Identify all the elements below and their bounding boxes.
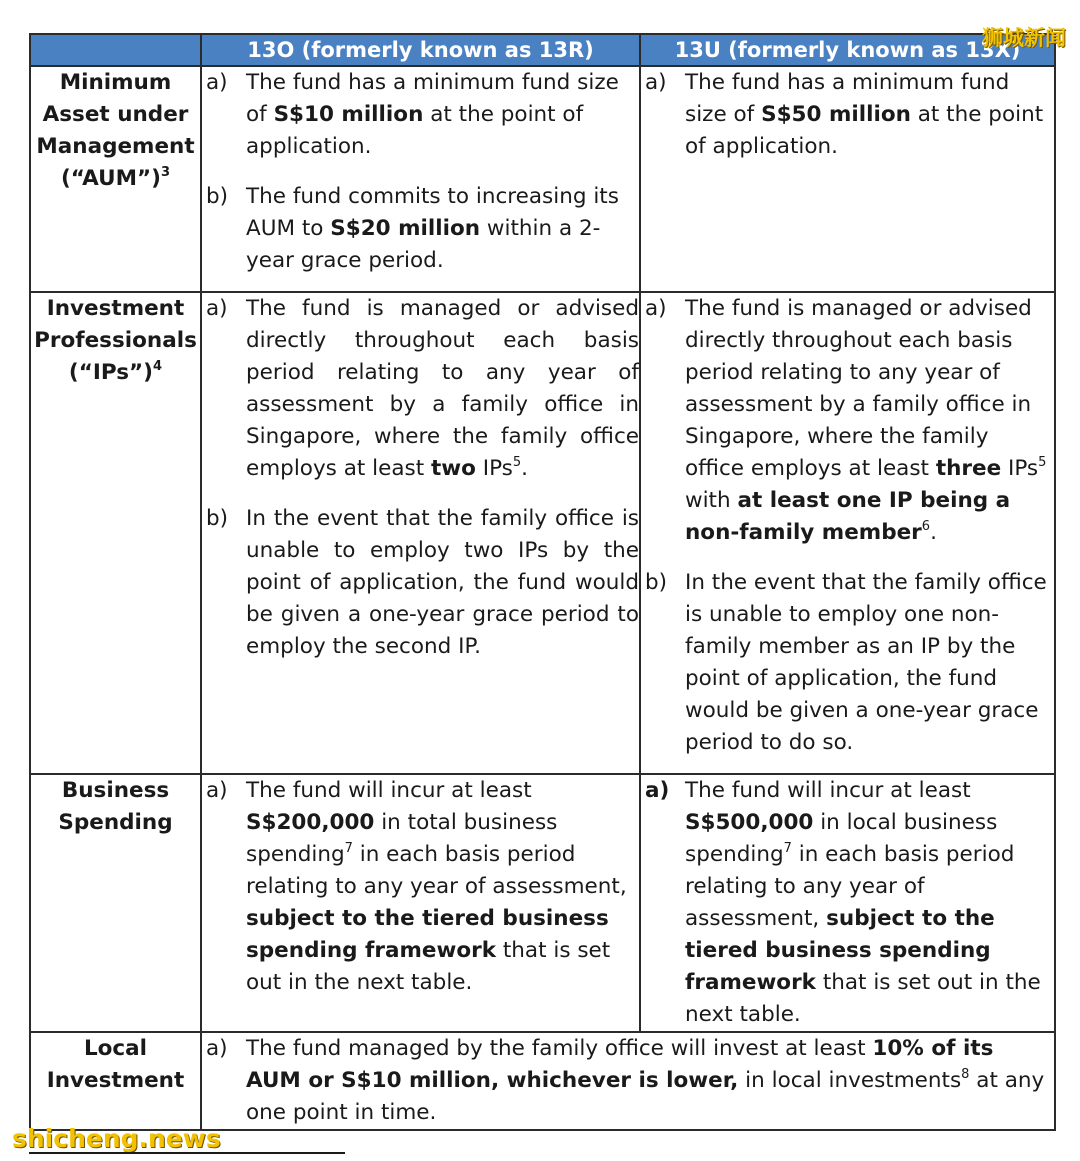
body-text: in each basis period relating to any year of assessment, [685, 842, 1015, 931]
list-item [202, 293, 639, 485]
body-text: that is set out in the next table. [246, 938, 611, 995]
footnote-separator [29, 1152, 345, 1154]
body-text: within a 2-year grace period. [246, 216, 601, 273]
body-text: with [685, 488, 738, 513]
row-label-line: Spending [58, 810, 173, 835]
row-label-line: (“IPs”) [68, 360, 154, 385]
body-text: at the point of application. [685, 102, 1044, 159]
footnote-ref: 6 [921, 519, 931, 534]
list-marker: a) [206, 778, 228, 803]
list-marker: a) [206, 1036, 228, 1061]
body-text: The fund will incur at least [246, 778, 532, 803]
row-aum [30, 66, 1055, 292]
list-item [641, 67, 1054, 163]
family-office-schemes-table [29, 33, 1056, 1131]
row-label-line: Professionals [34, 328, 197, 353]
footnote-ref: 8 [961, 1067, 970, 1082]
row-label-local [30, 1032, 201, 1130]
body-text: The fund managed by the family office will invest at least [246, 1036, 873, 1061]
footnote-ref: 3 [160, 165, 171, 180]
row-label-spending [30, 774, 201, 1032]
list-text [246, 503, 639, 663]
body-text: at the point of application. [246, 102, 584, 159]
cell-ip-13u [640, 292, 1055, 774]
footnote-ref: 5 [1038, 455, 1047, 470]
list-text [246, 181, 639, 277]
body-text: in local business spending [685, 810, 998, 867]
footnote-ref: 7 [783, 841, 792, 856]
row-label-line: Investment [46, 1068, 185, 1093]
list-item [202, 775, 639, 999]
cell-local-both [201, 1032, 1055, 1130]
body-text: at any one point in time. [246, 1068, 1045, 1125]
emphasis-text: three [935, 456, 1002, 481]
list-text [246, 293, 639, 485]
cell-aum-13u [640, 66, 1055, 292]
emphasis-text: S$20 million [330, 216, 481, 241]
row-label-line: Management [36, 134, 195, 159]
header-13o: 13O (formerly known as 13R) [201, 34, 640, 66]
header-empty-cell [30, 34, 201, 66]
body-text: The fund has a minimum fund size of [685, 70, 1010, 127]
footnote-ref: 5 [512, 455, 522, 470]
emphasis-text: two [431, 456, 476, 481]
emphasis-text: S$50 million [761, 102, 911, 127]
cell-spending-13u [640, 774, 1055, 1032]
list-text [246, 775, 639, 999]
list-text [685, 567, 1054, 759]
emphasis-text: subject to the tiered business spending framework [685, 906, 995, 995]
body-text: IPs [475, 456, 513, 481]
list-item [641, 775, 1054, 1031]
row-label-line: Asset under [42, 102, 189, 127]
header-row [30, 34, 1055, 66]
body-text: The fund is managed or advised directly throughout each basis period relating to any year of assessment by a family office in Singapore, where the family office employs at least [246, 296, 639, 481]
body-text: in total business spending [246, 810, 558, 867]
emphasis-text: S$500,000 [685, 810, 814, 835]
list-marker: a) [206, 70, 228, 95]
row-ip [30, 292, 1055, 774]
list-item [202, 181, 639, 277]
list-item [202, 1033, 1054, 1129]
row-label-line: Minimum [59, 70, 172, 95]
list-item [641, 293, 1054, 549]
row-label-ip [30, 292, 201, 774]
list-marker: b) [206, 506, 229, 531]
row-local [30, 1032, 1055, 1130]
list-text [685, 775, 1054, 1031]
list-marker: a) [645, 778, 670, 803]
list-marker: a) [645, 70, 667, 95]
body-text: . [521, 456, 529, 481]
list-text [246, 1033, 1054, 1129]
row-label-line: Investment [46, 296, 185, 321]
emphasis-text: subject to the tiered business spending framework [246, 906, 609, 963]
body-text: In the event that the family office is unable to employ two IPs by the point of application, the fund would be given a one-year grace period to employ the second IP. [246, 506, 639, 659]
list-text [685, 67, 1054, 163]
row-label-line: (“AUM”) [60, 166, 161, 191]
list-item [641, 567, 1054, 759]
row-spending [30, 774, 1055, 1032]
emphasis-text: S$200,000 [246, 810, 375, 835]
body-text: The fund has a minimum fund size of [246, 70, 619, 127]
header-13u: 13U (formerly known as 13X) [640, 34, 1055, 66]
body-text: IPs [1001, 456, 1039, 481]
list-marker: b) [206, 184, 229, 209]
body-text: in each basis period relating to any year of assessment, [246, 842, 627, 899]
list-marker: a) [645, 296, 667, 321]
list-marker: b) [645, 570, 668, 595]
cell-spending-13o [201, 774, 640, 1032]
row-label-line: Business [61, 778, 170, 803]
footnote-ref: 7 [344, 841, 353, 856]
row-label-line: Local [83, 1036, 148, 1061]
emphasis-text: 10% of its AUM or S$10 million, whichever is lower, [246, 1036, 994, 1093]
list-text [685, 293, 1054, 549]
body-text: The fund commits to increasing its AUM to [246, 184, 619, 241]
list-text [246, 67, 639, 163]
body-text: . [930, 520, 937, 545]
cell-ip-13o [201, 292, 640, 774]
cell-aum-13o [201, 66, 640, 292]
emphasis-text: S$10 million [273, 102, 424, 127]
body-text: in local investments [738, 1068, 962, 1093]
body-text: that is set out in the next table. [685, 970, 1041, 1027]
list-item [202, 503, 639, 663]
body-text: In the event that the family office is unable to employ one non-family member as an IP by the point of application, the fund would be given a one-year grace period to do so. [685, 570, 1047, 755]
footnote-ref: 4 [153, 359, 163, 374]
list-marker: a) [206, 296, 228, 321]
list-item [202, 67, 639, 163]
emphasis-text: at least one IP being a non-family member [685, 488, 1011, 545]
body-text: The fund is managed or advised directly throughout each basis period relating to any year of assessment by a family office in Singapore, where the family office employs at least [685, 296, 1032, 481]
row-label-aum [30, 66, 201, 292]
watermark-bottom-left: shicheng.news [12, 1124, 221, 1153]
body-text: The fund will incur at least [685, 778, 971, 803]
watermark-top-right: 狮城新闻 [982, 26, 1066, 50]
